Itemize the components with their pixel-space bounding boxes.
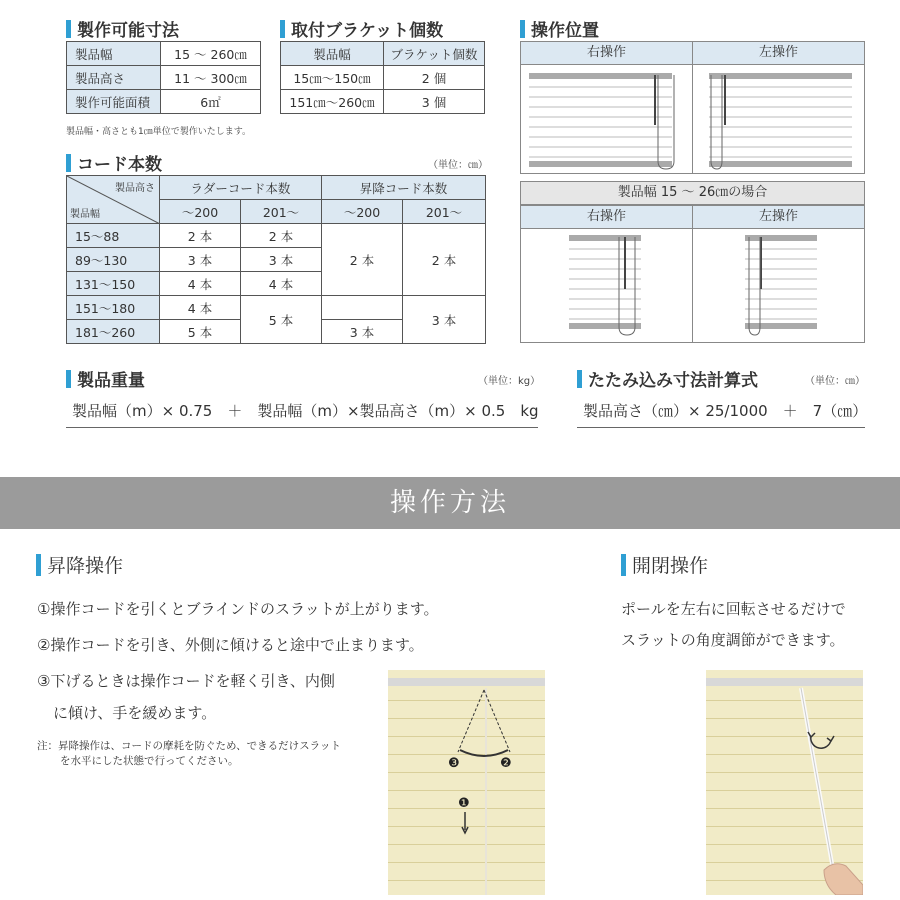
- size-limits-note: 製品幅・高さとも1㎝単位で製作いたします。: [66, 127, 252, 137]
- table-cell: 2 個: [384, 66, 485, 90]
- table-header: ラダーコード本数: [160, 176, 322, 200]
- lift-step-2: ②操作コードを引き、外側に傾けると途中で止まります。: [37, 636, 424, 654]
- weight-title: [66, 366, 145, 391]
- table-cell: 製作可能面積: [67, 90, 161, 114]
- table-row: [67, 224, 486, 248]
- table-cell: 4 本: [160, 296, 241, 320]
- table-cell: 15～88: [67, 224, 160, 248]
- lift-note-line2: を水平にした状態で行ってください。: [60, 755, 239, 767]
- table-header: 201～: [241, 200, 322, 224]
- table-row: [67, 296, 486, 320]
- weight-title-text: 製品重量: [77, 371, 145, 391]
- stack-title: [577, 366, 758, 391]
- table-row: [281, 90, 485, 114]
- table-cell: 3 本: [160, 248, 241, 272]
- tilt-wand-diagram: [706, 670, 863, 895]
- brackets-table: [280, 41, 485, 114]
- table-row: [67, 42, 261, 66]
- table-header: 製品幅: [281, 42, 384, 66]
- table-cell: 4 本: [241, 272, 322, 296]
- left-operation-header-small: 左操作: [692, 205, 865, 229]
- corner-bottom-label: 製品幅: [70, 209, 100, 220]
- lift-operation-photo: [388, 670, 545, 895]
- table-cell: 11 ～ 300㎝: [161, 66, 261, 90]
- title-accent-bar: [520, 20, 525, 38]
- lift-step-3-cont: に傾け、手を緩めます。: [53, 704, 217, 722]
- lift-step-1: ①操作コードを引くとブラインドのスラットが上がります。: [37, 600, 439, 618]
- small-width-case-header: 製品幅 15 ～ 26㎝の場合: [520, 181, 865, 205]
- table-corner-cell: [67, 176, 160, 224]
- cords-title-text: コード本数: [77, 155, 162, 175]
- title-accent-bar: [280, 20, 285, 38]
- table-cell: [322, 296, 403, 320]
- lift-title-text: 昇降操作: [47, 555, 124, 577]
- table-header: ブラケット個数: [384, 42, 485, 66]
- left-operation-header: 左操作: [692, 41, 865, 65]
- size-limits-title: [66, 16, 179, 41]
- corner-top-label: 製品高さ: [115, 183, 155, 194]
- table-cell: 2 本: [160, 224, 241, 248]
- table-cell: 5 本: [241, 296, 322, 344]
- right-operation-diagram: [520, 64, 693, 174]
- cords-unit: （単位：㎝）: [428, 160, 488, 171]
- lift-arrows-diagram: [388, 670, 545, 895]
- title-accent-bar: [577, 370, 582, 388]
- left-operation-diagram: [692, 64, 865, 174]
- table-cell: 3 個: [384, 90, 485, 114]
- stack-title-text: たたみ込み寸法計算式: [588, 371, 758, 391]
- table-cell: 15㎝～150㎝: [281, 66, 384, 90]
- table-row: [67, 66, 261, 90]
- title-accent-bar: [66, 20, 71, 38]
- right-operation-header-small: 右操作: [520, 205, 693, 229]
- table-row: [281, 42, 485, 66]
- weight-formula: 製品幅（m）× 0.75 ＋ 製品幅（m）×製品高さ（m）× 0.5 kg: [66, 400, 538, 428]
- weight-unit: （単位：kg）: [478, 376, 541, 387]
- cords-table: [66, 175, 486, 344]
- table-row: [281, 66, 485, 90]
- table-cell: 3 本: [322, 320, 403, 344]
- table-cell: 151～180: [67, 296, 160, 320]
- table-cell: 5 本: [160, 320, 241, 344]
- blind-diagram-right: [521, 65, 692, 173]
- stack-formula: 製品高さ（㎝）× 25/1000 ＋ 7（㎝）: [577, 400, 865, 428]
- table-cell: 製品幅: [67, 42, 161, 66]
- tilt-title-text: 開閉操作: [632, 555, 709, 577]
- table-header: ～200: [160, 200, 241, 224]
- cords-title: [66, 150, 162, 175]
- left-operation-diagram-small: [692, 228, 865, 343]
- table-cell: 製品高さ: [67, 66, 161, 90]
- tilt-description-line1: ポールを左右に回転させるだけで: [621, 600, 846, 618]
- table-cell: 2 本: [241, 224, 322, 248]
- title-accent-bar: [36, 554, 41, 576]
- size-limits-title-text: 製作可能寸法: [77, 21, 179, 41]
- table-cell: 4 本: [160, 272, 241, 296]
- tilt-title: [621, 551, 708, 578]
- table-header: 201～: [403, 200, 486, 224]
- blind-diagram-left: [693, 65, 864, 173]
- table-cell: 2 本: [322, 224, 403, 296]
- title-accent-bar: [66, 370, 71, 388]
- table-header: 昇降コード本数: [322, 176, 486, 200]
- blind-diagram-left-small: [693, 229, 864, 342]
- lift-step-3: ③下げるときは操作コードを軽く引き、内側: [37, 672, 335, 690]
- marker-1-icon: ❶: [458, 796, 470, 811]
- table-cell: 151㎝～260㎝: [281, 90, 384, 114]
- stack-unit: （単位：㎝）: [805, 376, 865, 387]
- tilt-operation-photo: [706, 670, 863, 895]
- title-accent-bar: [621, 554, 626, 576]
- lift-title: [36, 551, 123, 578]
- table-cell: 181～260: [67, 320, 160, 344]
- brackets-title: [280, 16, 443, 41]
- operation-position-title: [520, 16, 599, 41]
- table-cell: 131～150: [67, 272, 160, 296]
- right-operation-header: 右操作: [520, 41, 693, 65]
- table-cell: 6㎡: [161, 90, 261, 114]
- title-accent-bar: [66, 154, 71, 172]
- table-row: [67, 176, 486, 200]
- table-cell: 89～130: [67, 248, 160, 272]
- table-cell: 2 本: [403, 224, 486, 296]
- table-header: ～200: [322, 200, 403, 224]
- table-cell: 3 本: [403, 296, 486, 344]
- table-row: [67, 90, 261, 114]
- size-limits-table: [66, 41, 261, 114]
- table-cell: 15 ～ 260㎝: [161, 42, 261, 66]
- marker-2-icon: ❷: [500, 756, 512, 771]
- marker-3-icon: ❸: [448, 756, 460, 771]
- blind-diagram-right-small: [521, 229, 692, 342]
- operation-method-banner: 操作方法: [0, 477, 900, 529]
- right-operation-diagram-small: [520, 228, 693, 343]
- lift-note-line1: 注：昇降操作は、コードの摩耗を防ぐため、できるだけスラット: [37, 740, 341, 752]
- table-cell: 3 本: [241, 248, 322, 272]
- tilt-description-line2: スラットの角度調節ができます。: [621, 631, 845, 649]
- brackets-title-text: 取付ブラケット個数: [291, 21, 444, 41]
- operation-position-title-text: 操作位置: [531, 21, 599, 41]
